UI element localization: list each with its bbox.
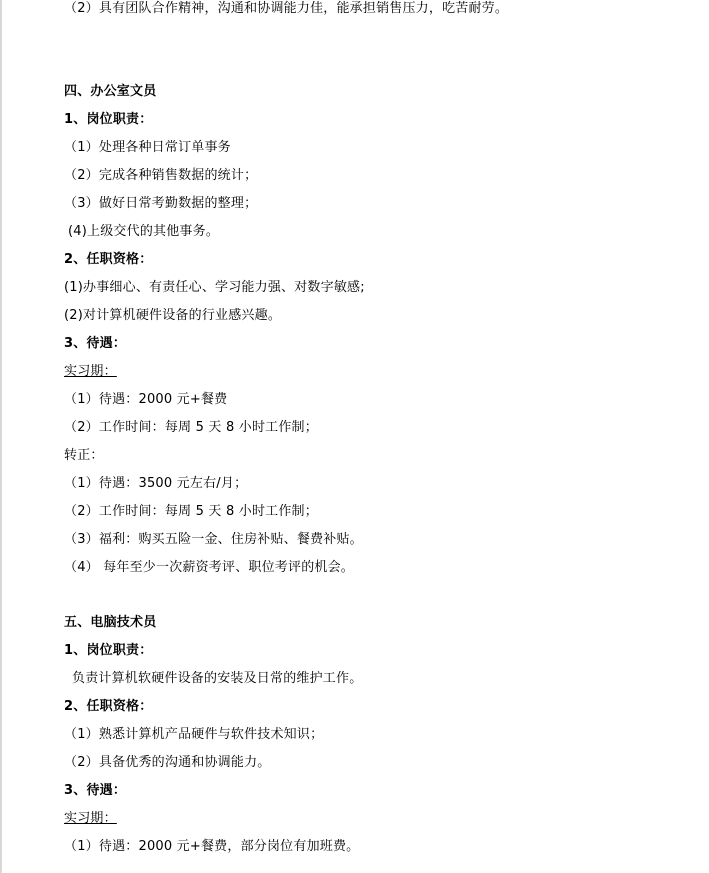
section5-duties-title: 1、岗位职责： <box>64 643 153 658</box>
section-heading-office-clerk: 四、办公室文员 <box>64 84 157 99</box>
section4-regular-item: （3）福利：购买五险一金、住房补贴、餐费补贴。 <box>64 532 363 547</box>
section5-qualifications-title: 2、任职资格： <box>64 699 153 714</box>
section5-qualification-item: （1）熟悉计算机产品硬件与软件技术知识； <box>64 727 324 742</box>
section4-duties-title: 1、岗位职责： <box>64 112 153 127</box>
section4-regular-item: （1）待遇：3500 元左右/月； <box>64 476 248 491</box>
section4-duty-item: （3）做好日常考勤数据的整理； <box>64 196 258 211</box>
section4-benefits-title: 3、待遇： <box>64 336 127 351</box>
section4-qualifications-title: 2、任职资格： <box>64 252 153 267</box>
section4-duty-item: （1）处理各种日常订单事务 <box>64 140 231 155</box>
section5-qualification-item: （2）具备优秀的沟通和协调能力。 <box>64 755 271 770</box>
top-line: （2）具有团队合作精神，沟通和协调能力佳，能承担销售压力，吃苦耐劳。 <box>64 1 509 16</box>
section4-qualification-item: (2)对计算机硬件设备的行业感兴趣。 <box>64 308 282 323</box>
section4-duty-item: （2）完成各种销售数据的统计； <box>64 168 258 183</box>
section4-intern-item: （2）工作时间：每周 5 天 8 小时工作制； <box>64 420 318 435</box>
section5-intern-item: （1）待遇：2000 元+餐费，部分岗位有加班费。 <box>64 839 360 854</box>
section5-benefits-title: 3、待遇： <box>64 783 127 798</box>
section4-intern-label: 实习期： <box>64 364 117 379</box>
section4-regular-item: （2）工作时间：每周 5 天 8 小时工作制； <box>64 504 318 519</box>
section5-duty-item: 负责计算机软硬件设备的安装及日常的维护工作。 <box>72 671 363 686</box>
section-heading-computer-technician: 五、电脑技术员 <box>64 615 157 630</box>
section4-intern-item: （1）待遇：2000 元+餐费 <box>64 392 228 407</box>
section4-regular-label: 转正： <box>64 448 104 463</box>
section4-regular-item: （4） 每年至少一次薪资考评、职位考评的机会。 <box>64 560 355 575</box>
section4-qualification-item: (1)办事细心、有责任心、学习能力强、对数字敏感; <box>64 280 365 295</box>
section4-duty-item: (4)上级交代的其他事务。 <box>68 224 220 239</box>
section5-intern-label: 实习期： <box>64 811 117 826</box>
